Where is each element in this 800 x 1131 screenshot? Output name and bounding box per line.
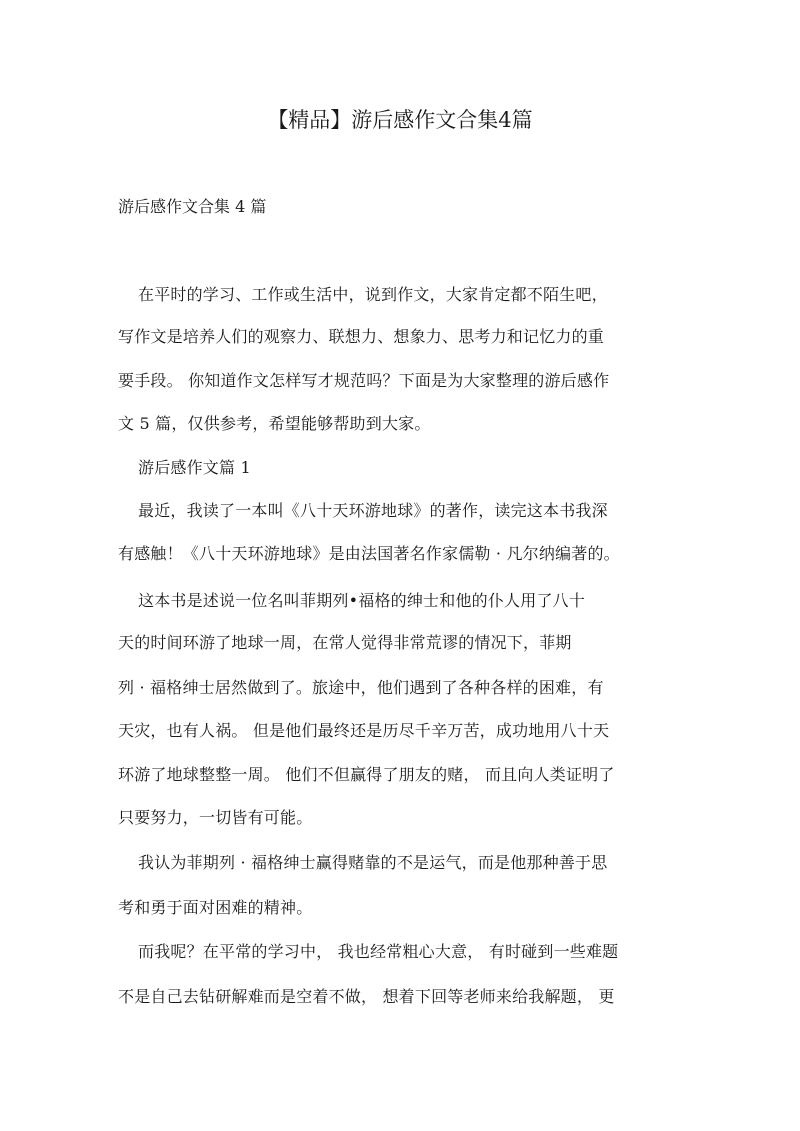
paragraph-line: 列 · 福格绅士居然做到了。旅途中，他们遇到了各种各样的困难，有 [118,678,604,697]
paragraph-line: 而我呢？在平常的学习中， 我也经常粗心大意， 有时碰到一些难题 [138,942,619,961]
paragraph-line: 要手段。 你知道作文怎样写才规范吗？下面是为大家整理的游后感作 [118,371,610,390]
document-subtitle: 游后感作文合集 4 篇 [118,197,267,216]
paragraph-line: 文 5 篇，仅供参考，希望能够帮助到大家。 [118,414,431,433]
paragraph-line: 只要努力，一切皆有可能。 [118,808,313,827]
paragraph-line: 天的时间环游了地球一周，在常人觉得非常荒谬的情况下，菲期 [118,633,572,652]
paragraph-line: 考和勇于面对困难的精神。 [118,898,313,917]
paragraph-line: 环游了地球整整一周。 他们不但赢得了朋友的赌， 而且向人类证明了 [118,765,615,784]
paragraph-line: 天灾，也有人祸。 但是他们最终还是历尽千辛万苦，成功地用八十天 [118,721,610,740]
paragraph-line: 在平时的学习、工作或生活中，说到作文，大家肯定都不陌生吧， [138,285,608,304]
paragraph-line: 不是自己去钻研解难而是空着不做， 想着下回等老师来给我解题， 更 [118,987,615,1006]
paragraph-line: 这本书是述说一位名叫菲期列•福格的绅士和他的仆人用了八十 [138,591,586,610]
paragraph-line: 有感触！《八十天环游地球》是由法国著名作家儒勒 · 凡尔纳编著的。 [118,544,620,563]
paragraph-line: 我认为菲期列 · 福格绅士赢得赌靠的不是运气，而是他那种善于思 [138,853,608,872]
paragraph-line: 最近，我读了一本叫《八十天环游地球》的著作，读完这本书我深 [138,501,608,520]
paragraph-line: 写作文是培养人们的观察力、联想力、想象力、思考力和记忆力的重 [118,327,605,346]
document-title: 【精品】游后感作文合集4篇 [267,108,533,132]
section-heading: 游后感作文篇 1 [138,458,251,477]
